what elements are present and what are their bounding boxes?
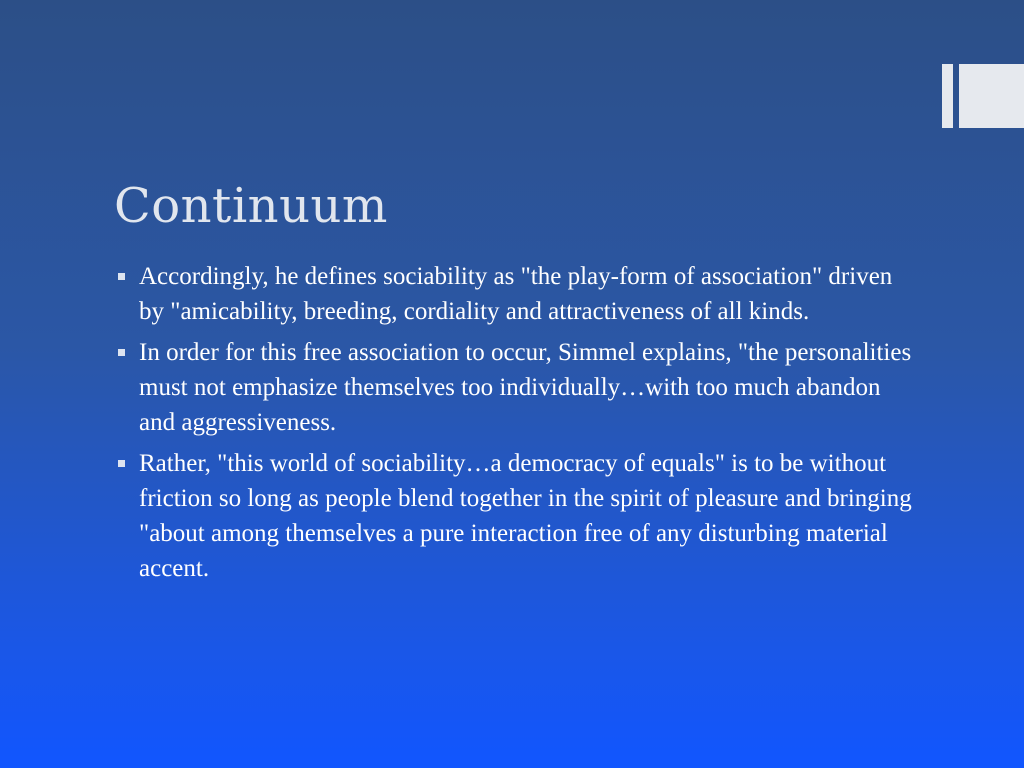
bullet-item-3 [118, 446, 918, 586]
bullet-text: Accordingly, he defines sociability as "the play-form of association" driven by "amicability, breeding, cordiality and attractiveness of all kinds. [139, 263, 893, 325]
slide-title: Continuum [114, 178, 388, 234]
corner-block [959, 64, 1024, 128]
bullet-text: In order for this free association to occur, Simmel explains, "the personalities must not emphasize themselves too individually…with too much abandon and aggressiveness. [139, 339, 912, 436]
square-bullet-icon [118, 460, 125, 467]
corner-decoration-icon [942, 64, 1024, 128]
square-bullet-icon [118, 273, 125, 280]
square-bullet-icon [118, 349, 125, 356]
bullet-list [118, 259, 918, 592]
corner-bar [942, 64, 953, 128]
bullet-item-2 [118, 335, 918, 440]
bullet-item-1 [118, 259, 918, 329]
bullet-text: Rather, "this world of sociability…a democracy of equals" is to be without friction so long as people blend together in the spirit of pleasure and bringing "about among themselves a pure interaction free of any disturbing material accent. [139, 450, 912, 582]
